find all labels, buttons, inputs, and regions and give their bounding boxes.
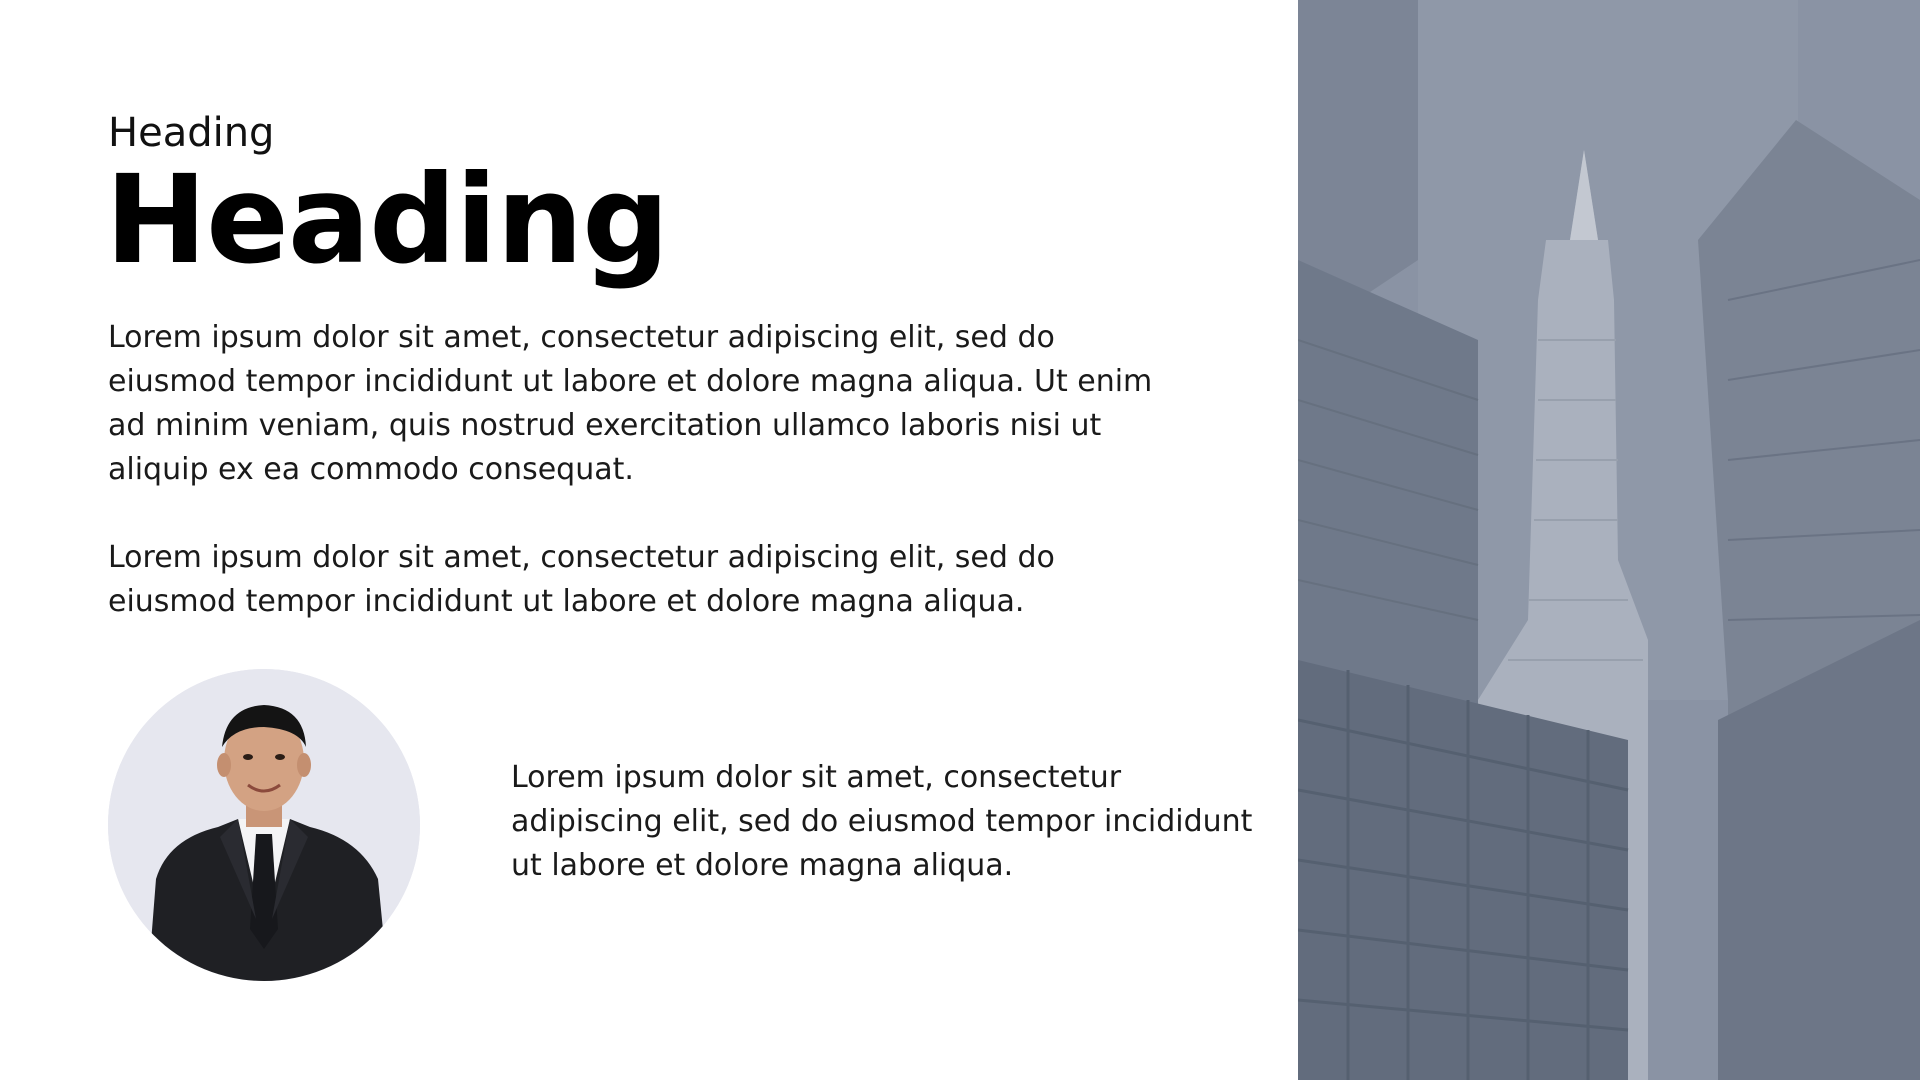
portrait-caption: Lorem ipsum dolor sit amet, consectetur adipiscing elit, sed do eiusmod tempor incididunt ut labore et dolore magna aliqua. (511, 760, 1253, 883)
body-paragraph-1: Lorem ipsum dolor sit amet, consectetur adipiscing elit, sed do eiusmod tempor incididunt ut labore et dolore magna aliqua. Ut enim ad minim veniam, quis nostrud exercitation ullamco laboris nisi ut aliquip ex ea commodo consequat. (108, 320, 1153, 487)
main-heading: Heading (105, 149, 669, 291)
content-column (105, 0, 1258, 1080)
eyebrow-heading: Heading (108, 110, 275, 156)
portrait-photo (108, 669, 420, 981)
skyscrapers-photo (1298, 0, 1920, 1080)
body-paragraph-2: Lorem ipsum dolor sit amet, consectetur adipiscing elit, sed do eiusmod tempor incididunt ut labore et dolore magna aliqua. (108, 540, 1055, 619)
